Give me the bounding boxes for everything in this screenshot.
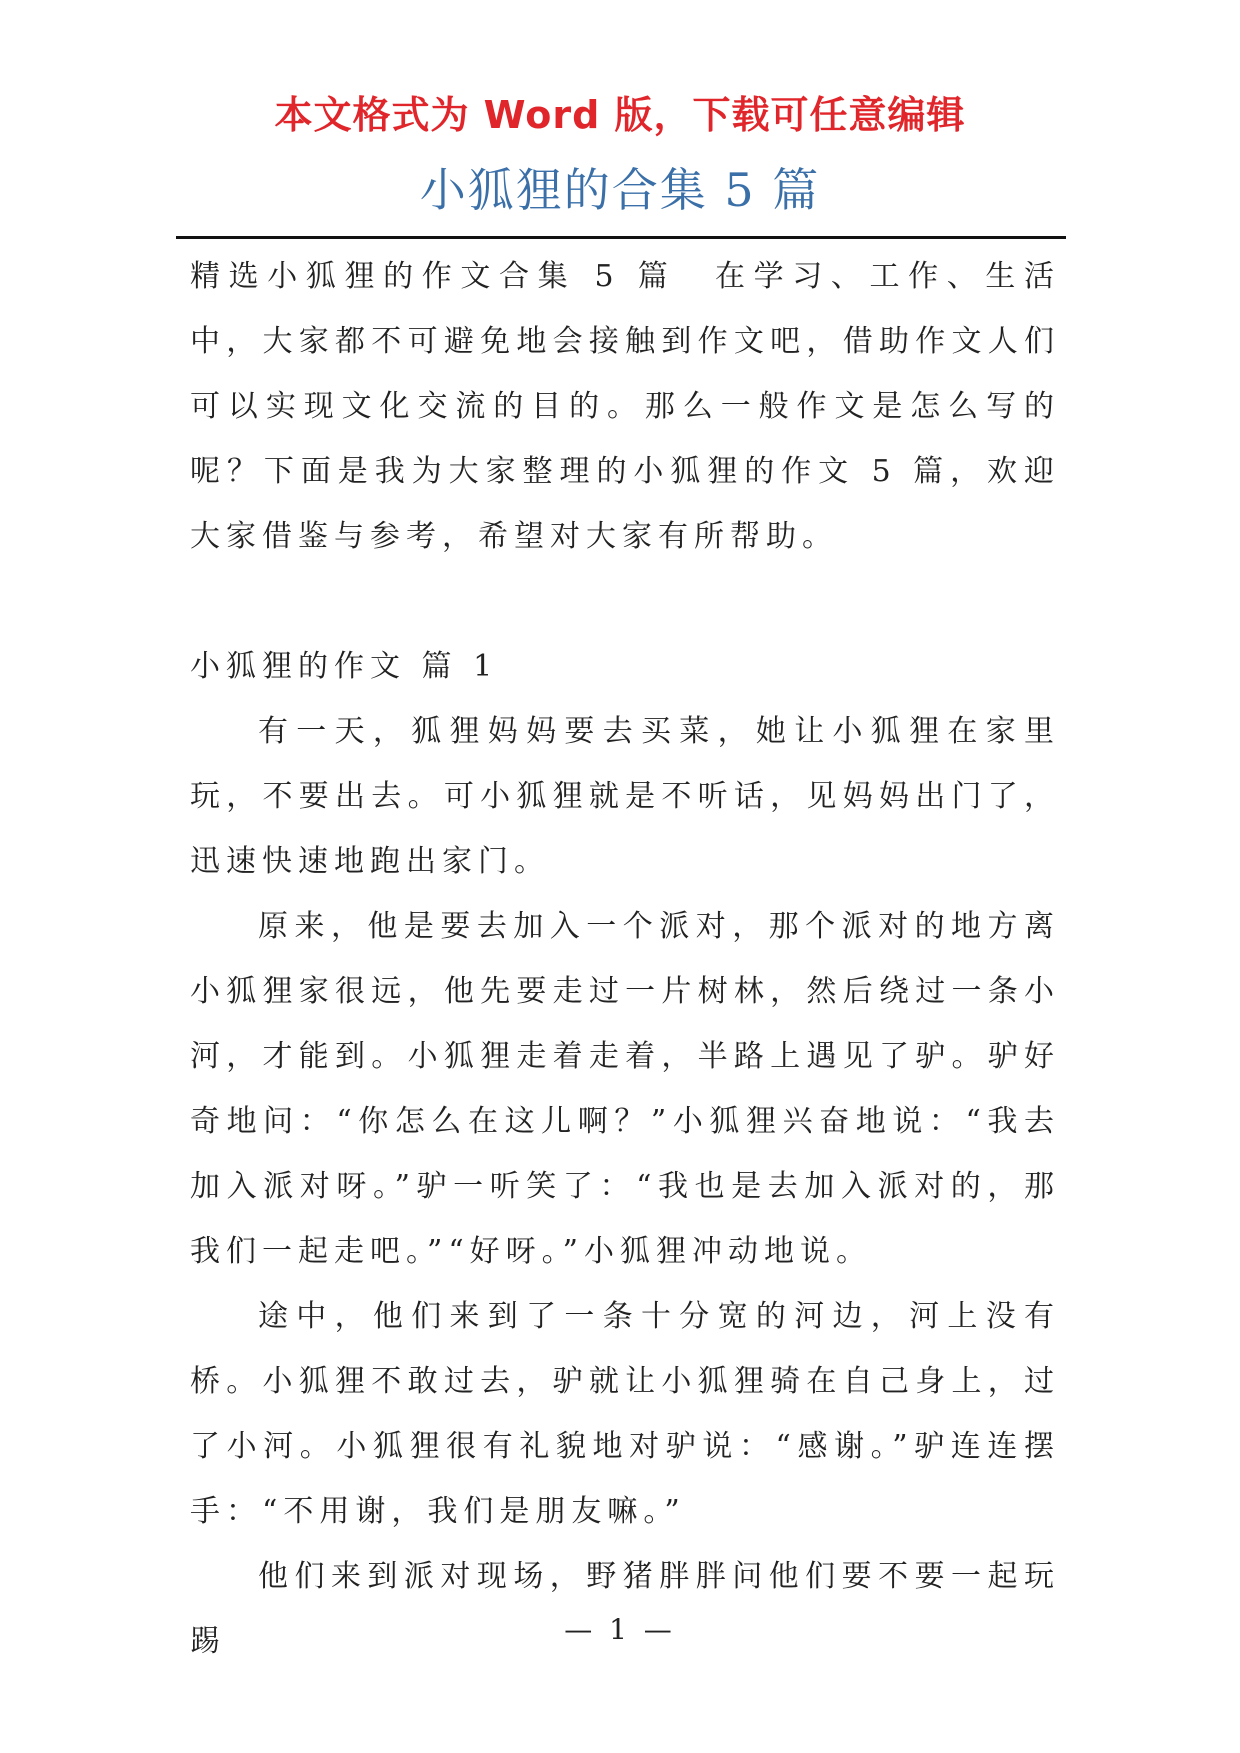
page-number-footer <box>0 1610 1240 1650</box>
format-notice-text: 本文格式为 Word 版，下载可任意编辑 <box>274 93 966 137</box>
document-body <box>190 244 1060 1674</box>
format-notice-banner <box>0 90 1240 140</box>
section-heading: 小狐狸的作文 篇 1 <box>190 649 499 684</box>
document-title-text: 小狐狸的合集 5 篇 <box>419 163 821 217</box>
body-paragraph-4: 他们来到派对现场，野猪胖胖问他们要不要一起玩踢 <box>190 1559 1060 1659</box>
document-title <box>0 160 1240 220</box>
body-paragraph-3: 途中，他们来到了一条十分宽的河边，河上没有桥。小狐狸不敢过去，驴就让小狐狸骑在自己身上，过了小河。小狐狸很有礼貌地对驴说：“感谢。”驴连连摆手：“不用谢，我们是朋友嘛。” <box>190 1299 1060 1529</box>
page-number: — 1 — <box>564 1613 676 1646</box>
body-paragraph-2: 原来，他是要去加入一个派对，那个派对的地方离小狐狸家很远，他先要走过一片树林，然后绕过一条小河，才能到。小狐狸走着走着，半路上遇见了驴。驴好奇地问：“你怎么在这儿啊？”小狐狸兴奋地说：“我去加入派对呀。”驴一听笑了：“我也是去加入派对的，那我们一起走吧。”“好呀。”小狐狸冲动地说。 <box>190 909 1060 1269</box>
body-paragraph-1: 有一天，狐狸妈妈要去买菜，她让小狐狸在家里玩，不要出去。可小狐狸就是不听话，见妈妈出门了，迅速快速地跑出家门。 <box>190 714 1060 879</box>
title-divider <box>176 236 1066 239</box>
intro-paragraph: 精选小狐狸的作文合集 5 篇 在学习、工作、生活中，大家都不可避免地会接触到作文吧，借助作文人们可以实现文化交流的目的。那么一般作文是怎么写的呢？下面是我为大家整理的小狐狸的作文 5 篇，欢迎大家借鉴与参考，希望对大家有所帮助。 <box>190 259 1060 554</box>
